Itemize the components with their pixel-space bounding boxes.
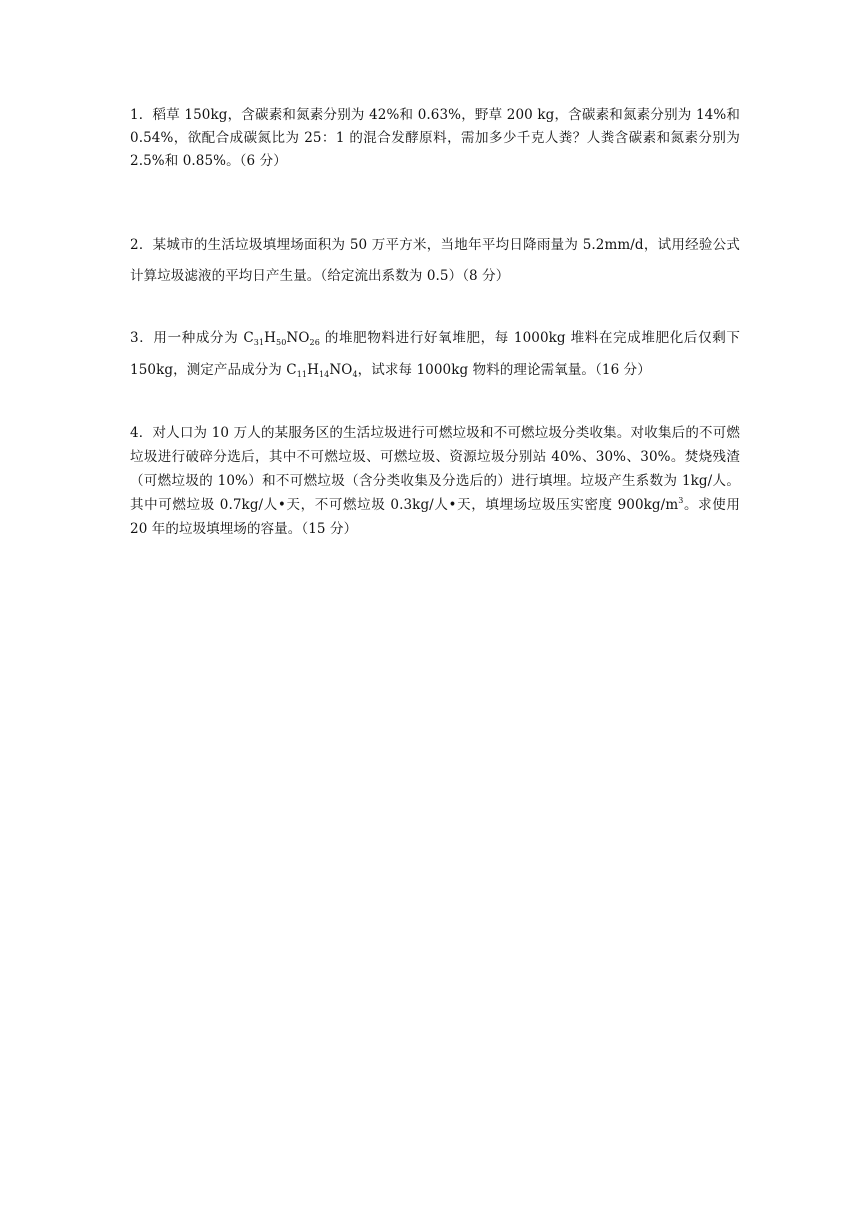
question-3 [130, 322, 740, 386]
question-1 [130, 104, 740, 173]
chemical-formula-2: $C_{11}H_{14}NO_4$ [286, 362, 358, 379]
chemical-formula-1: $C_{31}H_{50}NO_{26}$ [243, 330, 320, 347]
question-4-ending: 。求使用 20 年的垃圾填埋场的容量。（15 分） [130, 497, 740, 537]
question-1-text: 1．稻草 150kg，含碳素和氮素分别为 42%和 0.63%，野草 200 kg，含碳素和氮素分别为 14%和 0.54%，欲配合成碳氮比为 25：1 的混合发酵原料，需加多少千克人粪？人粪含碳素和氮素分别为 2.5%和 0.85%。（6 分） [130, 107, 740, 169]
question-3-prefix: 3．用一种成分为 [130, 330, 244, 346]
question-3-suffix: ，试求每 1000kg 物料的理论需氧量。（16 分） [357, 362, 651, 378]
question-3-middle: 的堆肥物料进行好氧堆肥，每 1000kg 堆料在完成堆肥化后仅剩下 150kg，测定产品成分为 [130, 330, 740, 378]
question-2-text: 2．某城市的生活垃圾填埋场面积为 50 万平方米，当地年平均日降雨量为 5.2mm/d，试用经验公式计算垃圾滤液的平均日产生量。（给定流出系数为 0.5）（8 分） [130, 237, 740, 284]
cubic-meter-unit: $m^3$ [665, 496, 684, 513]
question-4 [130, 421, 740, 541]
question-2 [130, 230, 740, 292]
question-4-text: 4．对人口为 10 万人的某服务区的生活垃圾进行可燃垃圾和不可燃垃圾分类收集。对收集后的不可燃垃圾进行破碎分选后，其中不可燃垃圾、可燃垃圾、资源垃圾分别站 40%、30%、30%。焚烧残渣（可燃垃圾的 10%）和不可燃垃圾（含分类收集及分选后的）进行填埋。垃圾产生系数为 1kg/人。其中可燃垃圾 0.7kg/人•天，不可燃垃圾 0.3kg/人•天，填埋场垃圾压实密度 900kg/ [130, 425, 740, 513]
